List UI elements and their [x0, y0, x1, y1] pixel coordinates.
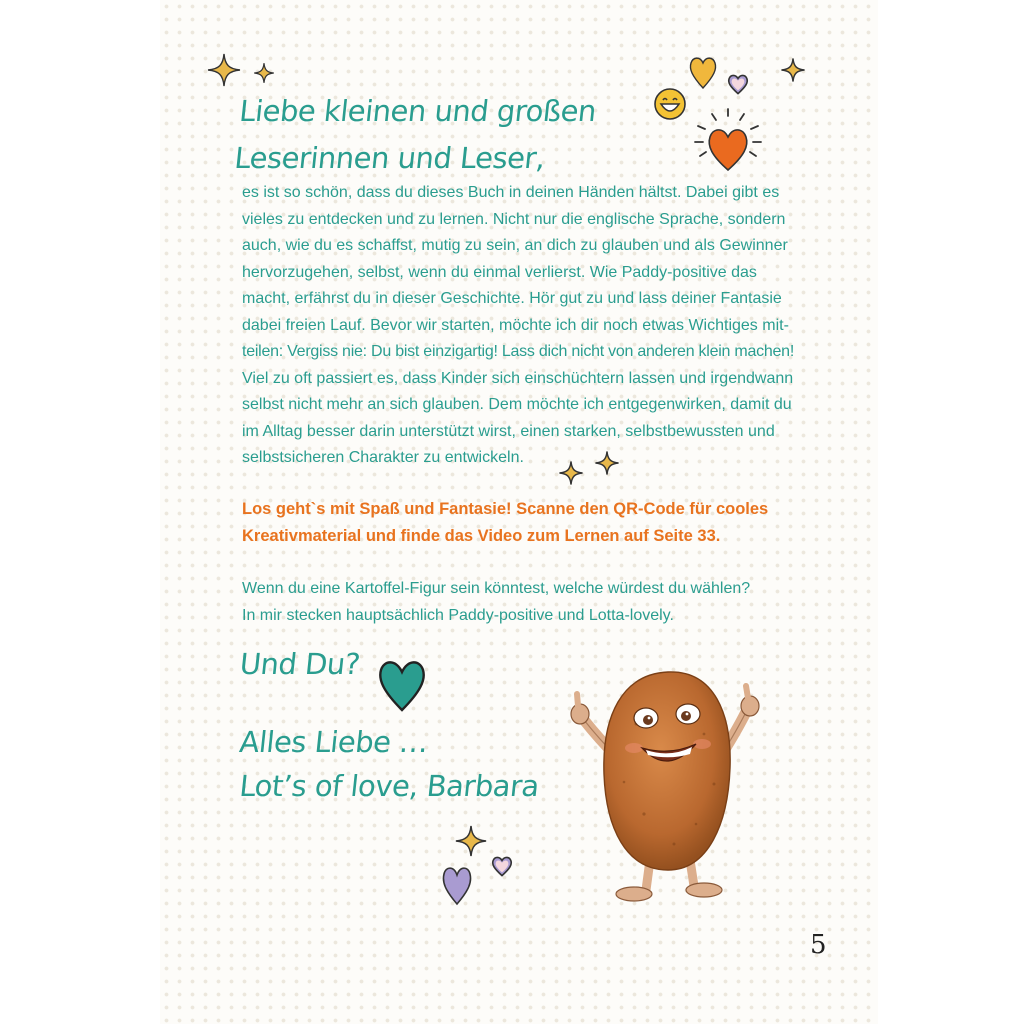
heart-icon [688, 54, 718, 90]
heart-icon [440, 862, 474, 906]
greeting-heading [232, 88, 642, 182]
sparkle-icon [594, 450, 620, 476]
body-line: im Alltag besser darin unterstützt wirst, einen starken, selbstbewussten und [242, 422, 775, 440]
body-line: macht, erfährst du in dieser Geschichte. Hör gut zu und lass deiner Fantasie [242, 290, 782, 307]
body-line: vieles zu entdecken und zu lernen. Nicht nur die englische Sprache, sondern [242, 210, 786, 228]
body-line: selbst nicht mehr an sich glauben. Dem möchte ich entgegenwirken, damit du [242, 396, 792, 413]
body-line: hervorzugehen, selbst, wenn du einmal verlierst. Wie Paddy-positive das [242, 263, 757, 281]
smiley-icon [652, 86, 688, 122]
closing-signature: Lot’s of love, Barbara [237, 769, 541, 803]
closing-line-1: Alles Liebe … [237, 725, 430, 759]
heart-icon [490, 854, 514, 878]
und-du-heading: Und Du? [238, 647, 362, 681]
question-line-1: Wenn du eine Kartoffel-Figur sein könntest, welche würdest du wählen? [242, 580, 751, 597]
potato-question [242, 576, 822, 629]
callout-line-1: Los geht`s mit Spaß und Fantasie! Scanne den QR-Code für cooles [242, 500, 769, 518]
book-page [160, 0, 878, 1024]
greeting-line-2: Leserinnen und Leser, [232, 141, 547, 175]
heart-icon [374, 652, 430, 714]
body-line: teilen: Vergiss nie: Du bist einzigartig! Lass dich nicht von anderen klein machen! [242, 343, 795, 360]
intro-paragraph [242, 180, 817, 472]
sparkle-icon [454, 824, 488, 858]
page-number: 5 [810, 930, 827, 960]
potato-character [564, 664, 770, 910]
sparkle-icon [253, 62, 275, 84]
body-line: dabei freien Lauf. Bevor wir starten, möchte ich dir noch etwas Wichtiges mit- [242, 316, 789, 334]
heart-icon [726, 72, 750, 96]
body-line: Viel zu oft passiert es, dass Kinder sich einschüchtern lassen und irgendwann [242, 369, 794, 387]
sparkle-icon [558, 460, 584, 486]
body-line: selbstsicheren Charakter zu entwickeln. [242, 449, 524, 466]
heart-icon [690, 106, 766, 176]
qr-code-callout [242, 496, 822, 550]
greeting-line-1: Liebe kleinen und großen [237, 94, 598, 128]
body-line: es ist so schön, dass du dieses Buch in deinen Händen hältst. Dabei gibt es [242, 184, 780, 201]
body-line: auch, wie du es schaffst, mutig zu sein, an dich zu glauben und als Gewinner [242, 237, 788, 254]
sparkle-icon [206, 52, 242, 88]
callout-line-2: Kreativmaterial und finde das Video zum Lernen auf Seite 33. [242, 527, 721, 545]
question-line-2: In mir stecken hauptsächlich Paddy-positive und Lotta-lovely. [242, 606, 674, 624]
sparkle-icon [780, 57, 806, 83]
